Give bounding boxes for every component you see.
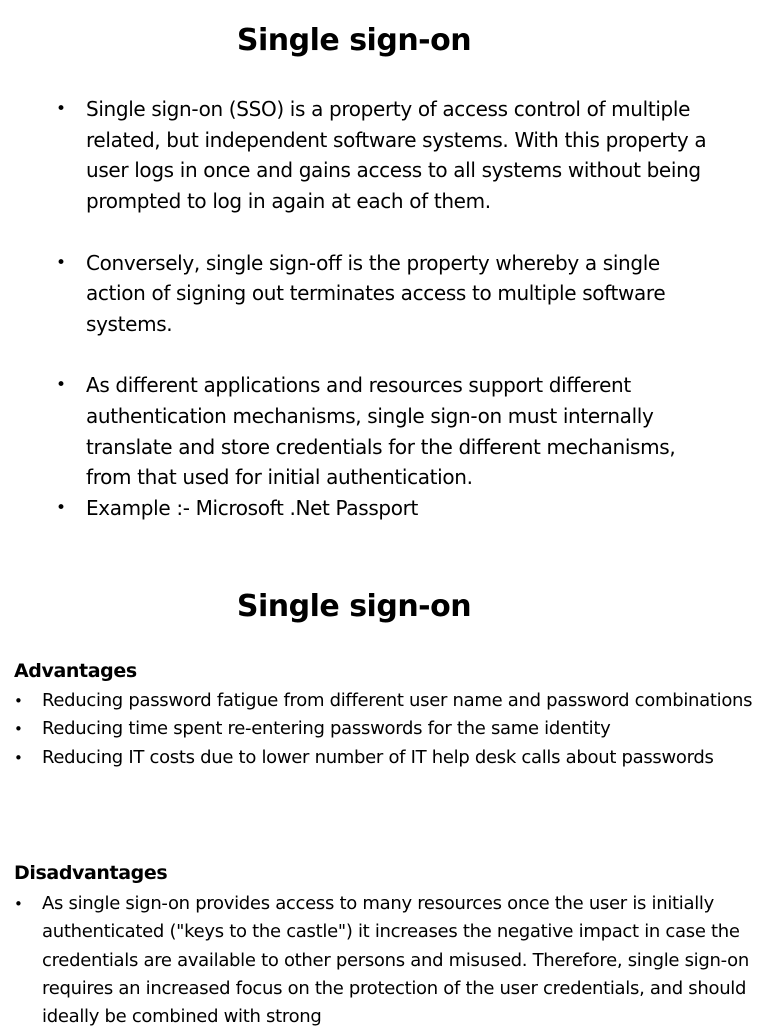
- bullet-item: • Single sign-on (SSO) is a property of access control of multiple related, but independent software systems. With this property a user logs in once and gains access to all systems without being prompted to log in again at each of them.: [86, 94, 722, 217]
- bullet-list: [86, 94, 722, 524]
- bullet-item: • As different applications and resources support different authentication mechanisms, single sign-on must internally translate and store credentials for the different mechanisms, from that used for initial authentication.: [86, 370, 722, 493]
- advantages-list: [42, 687, 754, 772]
- advantage-item: • Reducing IT costs due to lower number of IT help desk calls about passwords: [42, 744, 754, 772]
- slide-title: Single sign-on: [236, 589, 472, 624]
- advantages-heading: Advantages: [14, 660, 137, 682]
- disadvantages-list: [42, 890, 754, 1031]
- slide-title: Single sign-on: [236, 23, 472, 58]
- advantage-item: • Reducing password fatigue from different user name and password combinations: [42, 687, 754, 715]
- disadvantage-item: • As single sign-on provides access to many resources once the user is initially authenticated ("keys to the castle") it increases the negative impact in case the credentials are available to other persons and misused. Therefore, single sign-on requires an increased focus on the protection of the user credentials, and should ideally be combined with strong: [42, 890, 754, 1031]
- disadvantages-heading: Disadvantages: [14, 862, 168, 884]
- advantage-item: • Reducing time spent re-entering passwords for the same identity: [42, 715, 754, 743]
- bullet-item: • Example :- Microsoft .Net Passport: [86, 493, 722, 524]
- slide-sso-pros-cons: [0, 580, 768, 1028]
- bullet-item: • Conversely, single sign-off is the property whereby a single action of signing out terminates access to multiple software systems.: [86, 248, 722, 340]
